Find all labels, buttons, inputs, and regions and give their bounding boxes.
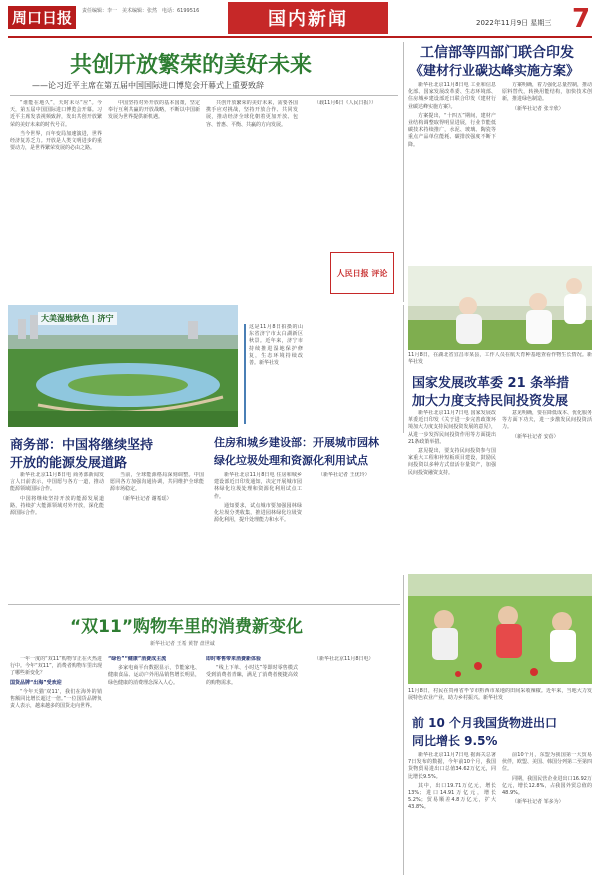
trade-paragraph: （新华社记者 邹多为） (512, 799, 564, 806)
pepper-photo-caption: 11月8日，村民在贵州省毕节市黔西市某地的田间采收辣椒。近年来，当地大力发展特色农业产业，助力乡村振兴。新华社发 (408, 688, 592, 702)
lead-col-2 (108, 100, 200, 290)
miit-col-2 (502, 82, 592, 264)
trade-title-2: 同比增长 9.5% (412, 734, 498, 748)
ndrc-paragraph: 意见提出，要支持民间投资参与国家重大工程和补短板项目建设，鼓励民间投资以多种方式盘活存量资产，加强民间投资融资支持。 (408, 448, 496, 476)
trade-paragraph: 同期，我国民营企业进出口16.92万亿元，增长12.8%，占我国外贸总值的48.9%。 (502, 775, 592, 797)
trade-title-1: 前 10 个月我国货物进出口 (412, 716, 558, 730)
wetland-photo-title: 大美湿地秋色 | 济宁 (38, 312, 117, 325)
miit-title-2: 《建材行业碳达峰实施方案》 (410, 64, 580, 79)
lead-paragraph: （载11月6日《人民日报》） (314, 100, 377, 106)
section-divider (8, 604, 400, 605)
commerce-paragraph: 中国将继续坚持开放的能源发展道路，持续扩大能源领域对外开放，深化能源国际合作。 (10, 495, 104, 517)
lead-col-4 (304, 100, 396, 260)
shopping-title: “双11”购物车里的消费新变化 (70, 617, 304, 637)
trade-col-1 (408, 752, 496, 878)
shopping-paragraph: 多家电商平台数据显示，节能家电、健康食品、运动户外用品销售增长明显，绿色健康的消费理念深入人心。 (108, 665, 200, 686)
header-rule (8, 36, 592, 38)
miit-paragraph: 新华社北京11月8日电 工业和信息化部、国家发展改革委、生态环境部、住房城乡建设部近日联合印发《建材行业碳达峰实施方案》。 (408, 82, 496, 110)
masthead-info: 责任编辑：李一 美术编辑：张然 电话：6199516 (82, 8, 200, 14)
section-title: 国内新闻 (228, 2, 388, 34)
lead-col-3 (206, 100, 298, 290)
peoples-daily-logo: 人民日报 评论 (330, 252, 394, 294)
lead-paragraph: 共创开放繁荣的美好未来，需要各国携手应对挑战，坚持开放合作、共同发展，推动经济全球化朝着更加开放、包容、普惠、平衡、共赢的方向发展。 (206, 100, 298, 128)
lead-paragraph: “谁能在地久”，天时未尽“应”。今天，第五届中国国际进口博览会开幕。习近平主席发表视频致辞，发出共创开放繁荣的美好未来的时代号召。 (10, 100, 102, 128)
field-photo-caption: 11月8日，在湖北省宜昌市某县，工作人员在航天育种基地查看作物生长情况。新华社发 (408, 352, 592, 366)
shopping-subhead: 国货品牌“出海”受欢迎 (10, 679, 62, 686)
shopping-col-3 (206, 656, 298, 878)
ndrc-title-2: 加大力度支持民间投资发展 (412, 394, 569, 409)
page-number: 7 (572, 4, 591, 34)
lead-title: 共创开放繁荣的美好未来 (70, 53, 313, 78)
lead-col-1 (10, 100, 102, 290)
ndrc-col-1 (408, 410, 496, 570)
field-photo (408, 266, 592, 350)
shopping-col-2 (108, 656, 200, 878)
lead-subtitle: ——论习近平主席在第五届中国国际进口博览会开幕式上重要致辞 (32, 81, 264, 90)
shopping-paragraph: 一年一度的“双11”购物节正在火热进行中。今年“双11”，消费者购物车里出现了哪些新变化？ (10, 656, 102, 677)
shopping-subhead: “绿色”“健康”消费成主流 (108, 656, 167, 662)
miit-paragraph: （新华社记者 张辛欣） (512, 105, 564, 112)
shopping-byline: 新华社记者 王希 黄智 盘世诚 (150, 641, 215, 647)
housing-paragraph: 通知要求，试点城市要加强园林绿化垃圾分类收集，推进园林绿化垃圾资源化利用，提升处理能力和水平。 (214, 502, 302, 524)
shopping-col-4 (304, 656, 398, 878)
lead-divider (10, 95, 398, 96)
trade-col-2 (502, 752, 592, 878)
housing-title-1: 住房和城乡建设部：开展城市园林 (214, 436, 379, 449)
issue-date: 2022年11月9日 星期三 (476, 19, 552, 27)
ndrc-title-1: 国家发展改革委 21 条举措 (412, 376, 570, 391)
commerce-col-2 (110, 472, 204, 600)
shopping-paragraph: “今年天猫‘双11’，我们在海外的销售额同比增长超过一倍。”一位国货品牌负责人表示，越来越多的国货走向世界。 (10, 688, 102, 710)
ndrc-col-2 (502, 410, 592, 570)
lead-paragraph: 中国坚持对外开放的基本国策，坚定奉行互利共赢的开放战略，不断以中国新发展为世界提供新机遇。 (108, 100, 200, 121)
housing-col-1 (214, 472, 302, 600)
shopping-subhead: 即时零售带来消费新体验 (206, 656, 262, 662)
housing-paragraph: 新华社北京11月8日电 住房和城乡建设部近日印发通知，决定开展城市园林绿化垃圾处理和资源化利用试点工作。 (214, 472, 302, 500)
commerce-paragraph: （新华社记者 谢希瑶） (120, 495, 172, 502)
commerce-col-1 (10, 472, 104, 600)
commerce-paragraph: 新华社北京11月8日电 商务部新闻发言人日前表示，中国愿与各方一道，推动能源领域国际合作。 (10, 472, 104, 493)
column-divider (403, 42, 404, 302)
commerce-title-2: 开放的能源发展道路 (10, 456, 128, 471)
housing-paragraph: （新华社记者 王优玲） (318, 472, 370, 478)
miit-paragraph: 方案提出，“十四五”期间，建材产业结构调整取得明显进展，行业节能低碳技术持续推广，水泥、玻璃、陶瓷等重点产品单位能耗、碳排放强度不断下降。 (408, 112, 496, 148)
column-divider (403, 575, 404, 875)
miit-title-1: 工信部等四部门联合印发 (420, 45, 574, 61)
trade-paragraph: 其中，出口19.71万亿元，增长13%；进口14.91万亿元，增长5.2%；贸易顺差4.8万亿元，扩大43.8%。 (408, 782, 496, 811)
commerce-title-1: 商务部：中国将继续坚持 (10, 438, 154, 453)
column-divider (403, 305, 404, 433)
wetland-caption: 这是11月8日拍摄的山东省济宁市太白湖新区秋景。近年来，济宁市持续推进湿地保护修复，生态环境持续改善。新华社发 (244, 324, 303, 424)
trade-paragraph: 前10个月，东盟为我国第一大贸易伙伴，欧盟、美国、韩国分列第二至第四位。 (502, 752, 592, 773)
pepper-harvest-photo (408, 574, 592, 684)
miit-col-1 (408, 82, 496, 264)
lead-paragraph: 当今世界，百年变局加速演进，世界经济复苏乏力。开放是人类文明进步的重要动力，是世界繁荣发展的必由之路。 (10, 130, 102, 152)
shopping-paragraph: “线上下单、小时达”等即时零售模式受到消费者青睐，满足了消费者便捷高效的购物需求。 (206, 665, 298, 686)
shopping-col-1 (10, 656, 102, 878)
ndrc-paragraph: （新华社记者 安蓓） (512, 433, 559, 440)
ndrc-paragraph: 新华社北京11月7日电 国家发展改革委近日印发《关于进一步完善政策环境加大力度支持民间投资发展的意见》，从进一步发挥民间投资作用等方面提出21条政策举措。 (408, 410, 496, 445)
housing-title-2: 绿化垃圾处理和资源化利用试点 (214, 454, 368, 467)
housing-col-2 (308, 472, 398, 600)
commerce-paragraph: 当前，全球能源格局深刻调整。中国愿同各方加强沟通协调，共同维护全球能源市场稳定。 (110, 472, 204, 493)
shopping-paragraph: （新华社北京11月8日电） (314, 656, 374, 662)
ndrc-paragraph: 意见明确，要在降低成本、优化服务等方面下功夫，进一步激发民间投资活力。 (502, 410, 592, 431)
miit-paragraph: 方案明确，着力强化总量控制，推动原料替代，转换用能结构，加快技术创新，推进绿色制造。 (502, 82, 592, 103)
trade-paragraph: 新华社北京11月7日电 据海关总署7日发布的数据，今年前10个月，我国货物贸易进出口总值34.62万亿元，同比增长9.5%。 (408, 752, 496, 780)
masthead-logo: 周口日报 (8, 6, 76, 29)
